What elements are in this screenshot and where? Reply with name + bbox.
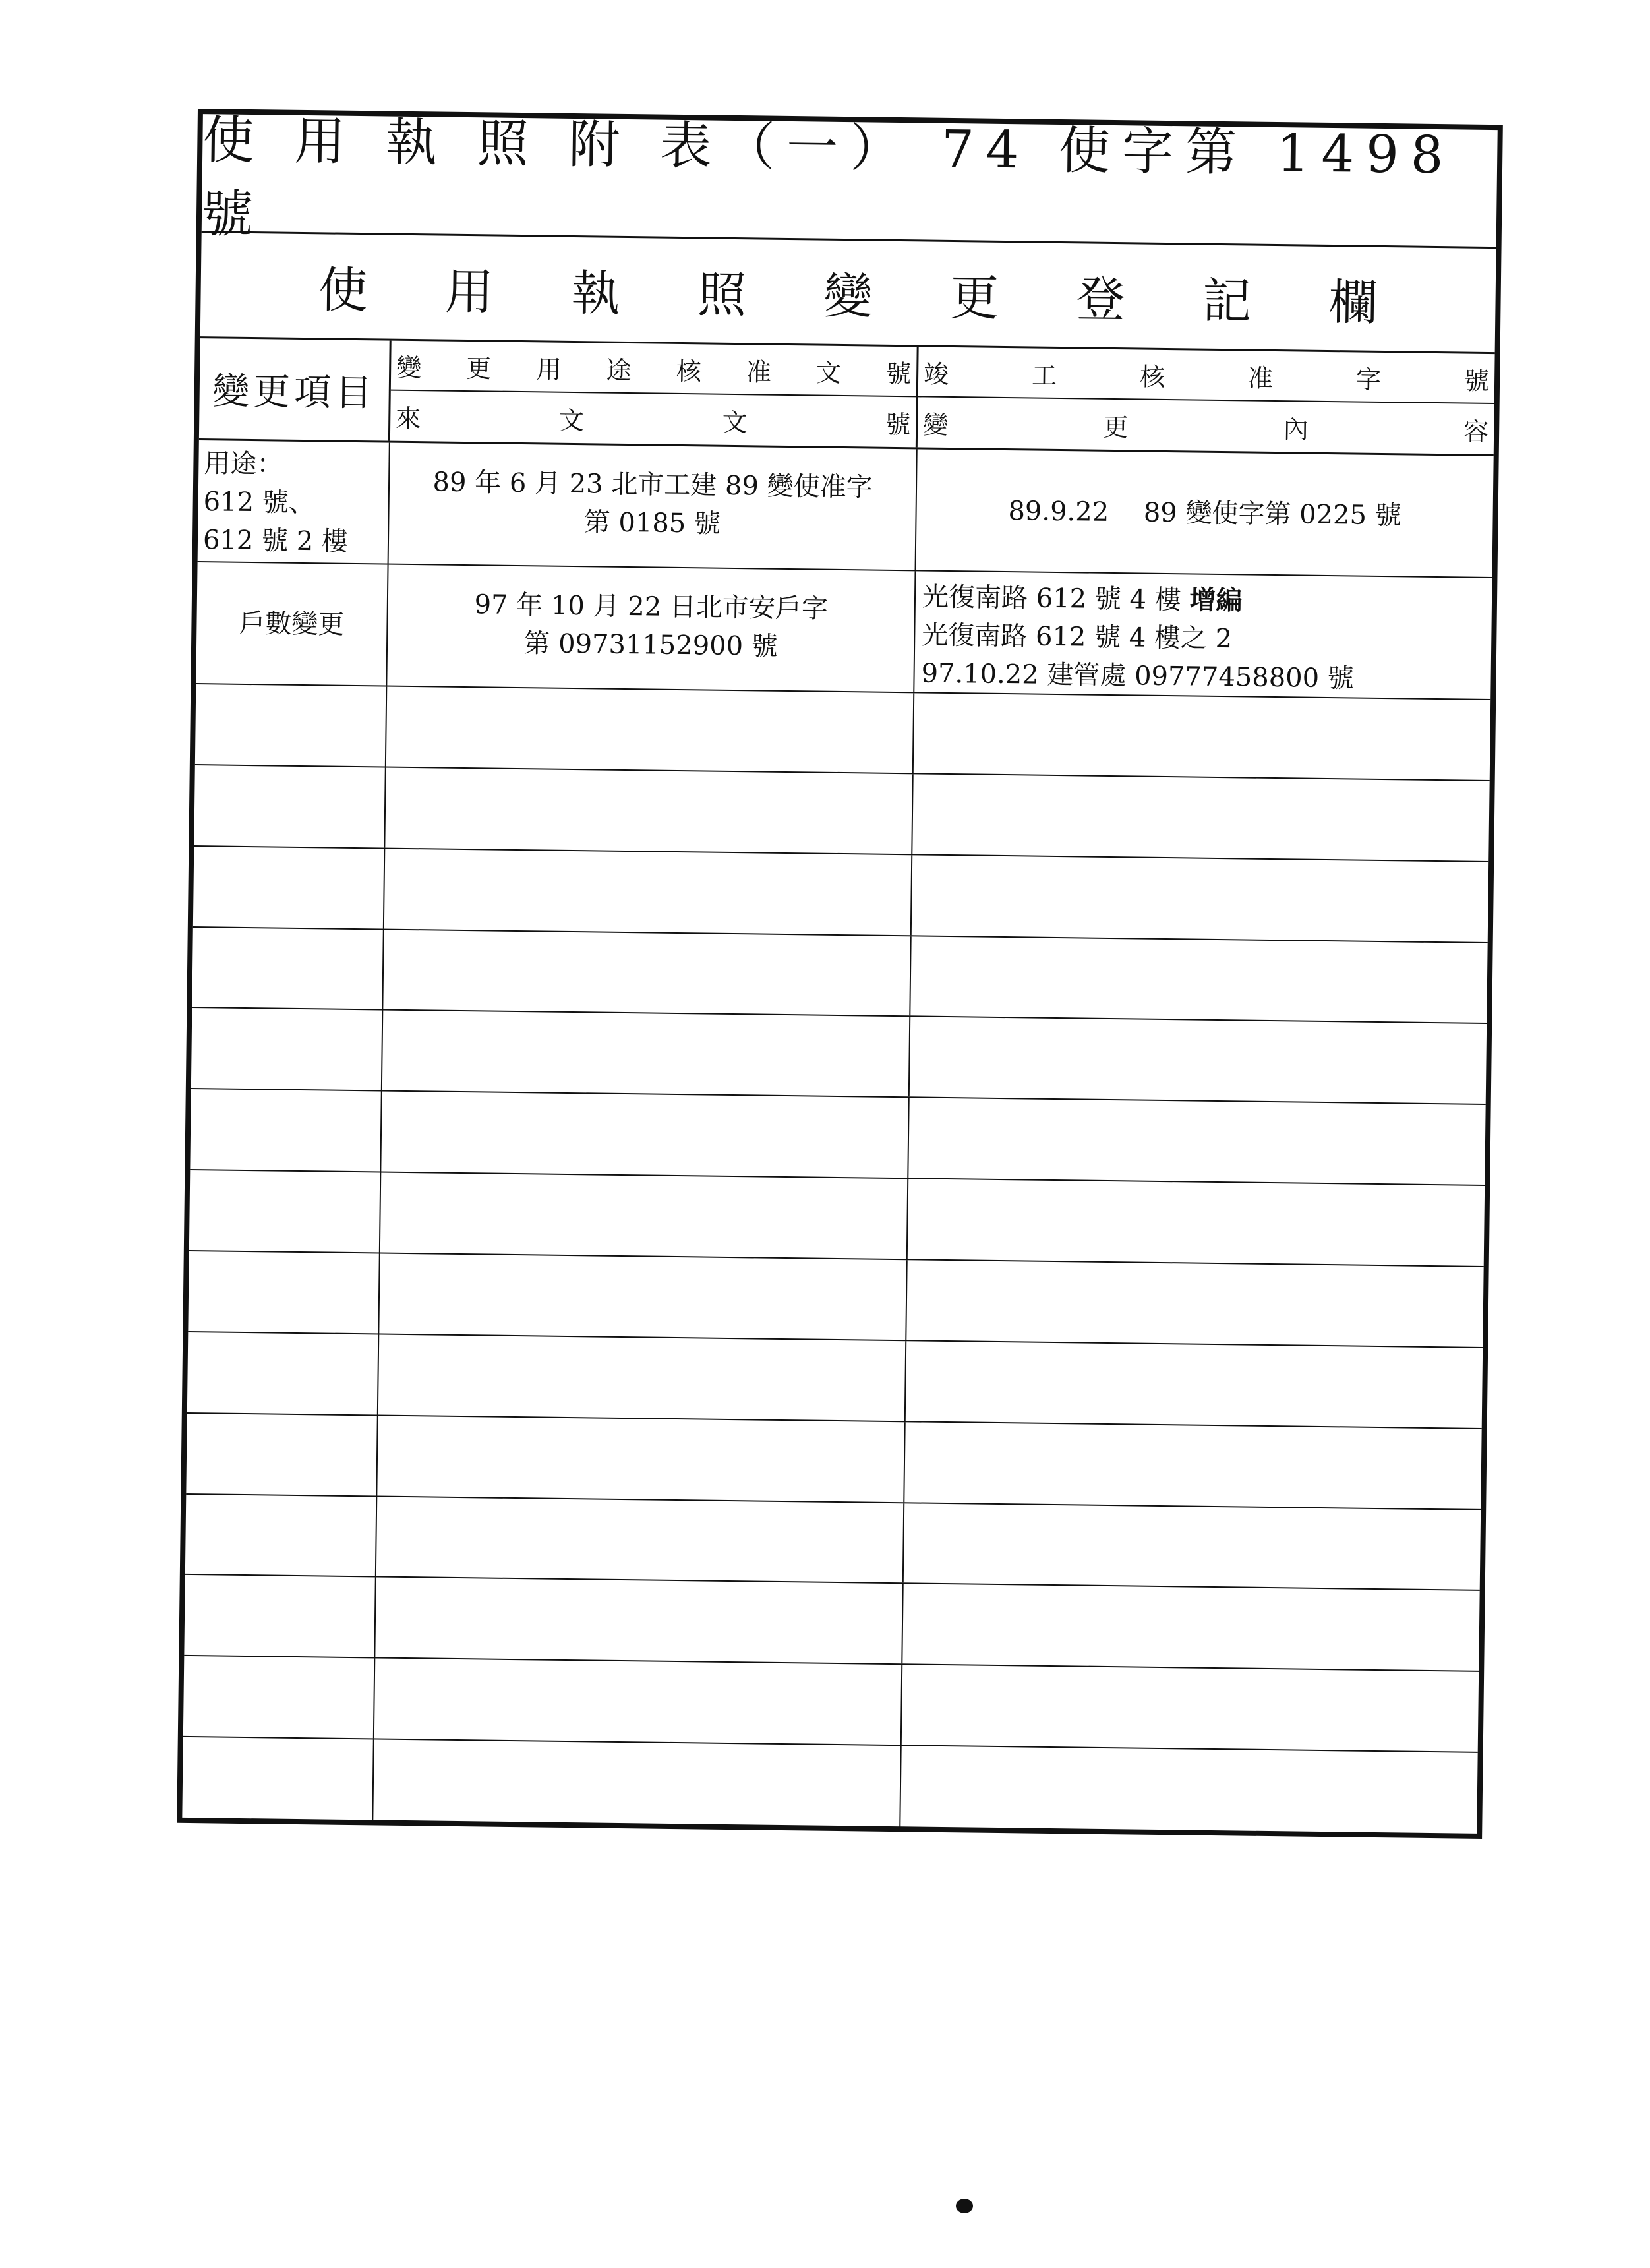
- empty-cell: [904, 1503, 1481, 1590]
- empty-cell: [188, 1251, 380, 1333]
- row-item-line: 用途：: [204, 448, 283, 480]
- row-approval-line: 97 年 10 月 22 日北市安戶字: [474, 589, 829, 624]
- table-row: [195, 684, 1490, 781]
- row-approval-line: 第 0185 號: [583, 507, 721, 539]
- subtitle-char: 變: [823, 268, 873, 326]
- table-row: [188, 1251, 1483, 1348]
- table-row: [189, 1170, 1485, 1267]
- header-char: 號: [885, 409, 911, 439]
- header-change-content: [918, 397, 1494, 454]
- table-row: [192, 928, 1487, 1025]
- row-change-cell: [916, 449, 1494, 577]
- table-header: [199, 338, 1495, 456]
- empty-cell: [379, 1254, 907, 1340]
- empty-cell: [902, 1665, 1479, 1752]
- empty-cell: [377, 1416, 905, 1502]
- row-change-line: [922, 578, 1486, 622]
- header-char: 准: [746, 357, 772, 387]
- row-change-line: 89.9.22 89 變使字第 0225 號: [1008, 495, 1401, 531]
- header-char: 來: [396, 403, 421, 433]
- table-row: [191, 1008, 1487, 1105]
- table-row: [186, 1414, 1481, 1510]
- header-char: 文: [722, 407, 748, 437]
- subtitle-char: 登: [1076, 270, 1126, 328]
- row-item-cell: [198, 440, 390, 564]
- header-char: 變: [396, 353, 422, 382]
- empty-cell: [381, 1092, 909, 1178]
- empty-cell: [906, 1341, 1483, 1428]
- empty-cell: [189, 1170, 381, 1252]
- register-table: [177, 109, 1503, 1839]
- empty-cell: [378, 1334, 906, 1421]
- table-row: [193, 847, 1488, 943]
- table-body: [182, 440, 1493, 1834]
- header-char: 途: [606, 355, 632, 385]
- table-subtitle: [200, 233, 1496, 354]
- empty-cell: [187, 1332, 379, 1414]
- empty-cell: [912, 855, 1488, 942]
- row-change-text: 光復南路 612 號 4 樓: [922, 582, 1181, 616]
- empty-cell: [373, 1740, 901, 1828]
- page-title: 使 用 執 照 附 表（一） 74 使字第 1498 號: [202, 114, 1498, 249]
- empty-cell: [904, 1422, 1481, 1509]
- row-change-cell: [914, 571, 1492, 699]
- empty-cell: [908, 1098, 1485, 1185]
- empty-cell: [194, 765, 386, 847]
- header-incoming-doc: [390, 391, 916, 448]
- table-row: [182, 1737, 1477, 1834]
- empty-cell: [195, 684, 387, 766]
- header-char: 號: [1463, 366, 1490, 396]
- header-char: 文: [558, 405, 585, 435]
- empty-cell: [374, 1659, 902, 1745]
- empty-cell: [383, 930, 911, 1016]
- empty-cell: [375, 1578, 903, 1664]
- header-char: 內: [1283, 414, 1309, 444]
- empty-cell: [185, 1495, 377, 1576]
- empty-cell: [376, 1497, 904, 1583]
- subtitle-char: 欄: [1328, 274, 1378, 332]
- header-char: 字: [1355, 364, 1382, 394]
- header-completion-col: [918, 347, 1495, 454]
- header-completion-number: [918, 347, 1495, 404]
- row-approval-cell: [389, 443, 918, 570]
- empty-cell: [902, 1584, 1479, 1671]
- header-char: 用: [536, 354, 562, 384]
- empty-cell: [386, 687, 914, 773]
- header-char: 號: [885, 359, 912, 388]
- empty-cell: [910, 936, 1487, 1023]
- subtitle-char: 用: [444, 263, 494, 321]
- header-char: 核: [1139, 361, 1165, 392]
- header-approval-number: [391, 341, 917, 398]
- empty-cell: [906, 1260, 1483, 1347]
- table-row: [185, 1495, 1481, 1592]
- header-char: 文: [815, 357, 842, 388]
- empty-cell: [385, 767, 913, 854]
- table-row: [198, 440, 1494, 578]
- empty-cell: [193, 847, 385, 928]
- header-char: 變: [922, 409, 949, 440]
- table-row: [190, 1089, 1485, 1186]
- empty-cell: [910, 1017, 1487, 1104]
- row-item-cell: [196, 562, 388, 686]
- row-item-line: 612 號 2 樓: [202, 525, 349, 557]
- empty-cell: [912, 774, 1489, 861]
- row-approval-line: 第 09731152900 號: [523, 628, 779, 662]
- table-row: [184, 1575, 1479, 1672]
- empty-cell: [186, 1414, 378, 1495]
- empty-cell: [384, 849, 912, 935]
- subtitle-char: 照: [697, 266, 747, 324]
- empty-cell: [382, 1011, 910, 1097]
- empty-cell: [908, 1179, 1485, 1266]
- header-change-item: 變更項目: [199, 338, 392, 441]
- subtitle-char: 記: [1202, 272, 1252, 330]
- table-row: [183, 1656, 1479, 1753]
- empty-cell: [192, 928, 384, 1009]
- empty-cell: [190, 1089, 382, 1171]
- row-approval-cell: [387, 565, 916, 692]
- row-approval-line: 89 年 6 月 23 北市工建 89 變使准字: [432, 467, 873, 503]
- table-row: [196, 562, 1492, 700]
- table-row: [187, 1332, 1483, 1429]
- header-char: 更: [466, 353, 492, 383]
- subtitle-char: 使: [318, 261, 368, 319]
- header-char: 容: [1463, 416, 1489, 446]
- empty-cell: [183, 1656, 375, 1738]
- header-char: 核: [676, 356, 702, 386]
- subtitle-char: 更: [949, 269, 999, 327]
- row-change-line: 97.10.22 建管處 09777458800 號: [921, 658, 1355, 694]
- header-char: 更: [1103, 412, 1129, 442]
- header-char: 竣: [923, 359, 949, 389]
- row-change-bold: 增編: [1189, 584, 1243, 616]
- row-change-line: 光復南路 612 號 4 樓之 2: [922, 620, 1233, 655]
- table-row: [194, 765, 1489, 862]
- header-approval-col: [390, 341, 919, 448]
- empty-cell: [191, 1008, 383, 1090]
- header-char: 准: [1247, 363, 1274, 393]
- row-item-line: 612 號、: [203, 487, 316, 519]
- empty-cell: [182, 1737, 374, 1820]
- empty-cell: [900, 1746, 1477, 1834]
- ink-mark: [956, 2199, 973, 2213]
- header-char: 工: [1031, 360, 1057, 390]
- row-item-line: 戶數變更: [239, 608, 345, 640]
- empty-cell: [184, 1575, 376, 1657]
- empty-cell: [914, 693, 1490, 780]
- empty-cell: [380, 1173, 908, 1259]
- subtitle-char: 執: [570, 264, 621, 322]
